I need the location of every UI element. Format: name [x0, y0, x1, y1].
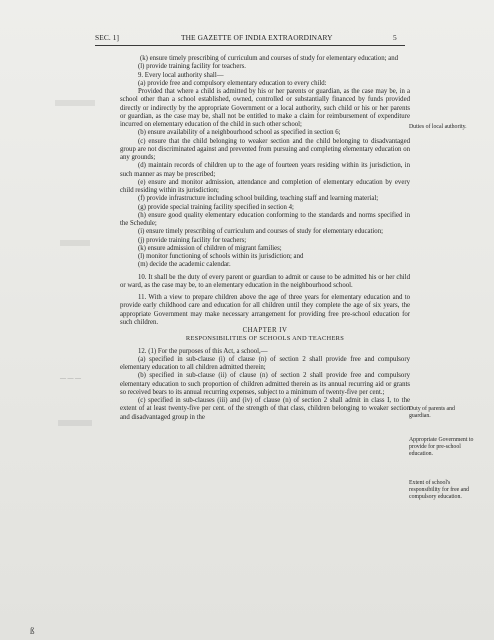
clause-9k: (k) ensure admission of children of migrant families; — [138, 244, 282, 252]
clause-9d: (d) maintain records of children up to the age of fourteen years residing within its jurisdiction, in such manner as may be prescribed; — [120, 162, 410, 178]
show-through-mark — [60, 240, 90, 246]
clause-12b: (b) specified in sub-clause (ii) of clause (n) of section 2 shall provide free and compulsory elementary education to such proportion of children admitted therein as its annual recurring aid or grants so received bears to its annual recurring expenses, subject to a minimum of twenty-five per cent.; — [120, 372, 410, 396]
show-through-mark — [55, 100, 95, 106]
section-11: 11. With a view to prepare children above the age of three years for elementary education and to provide early childhood care and education for all children until they complete the age of six years, the appropriate Government may make necessary arrangement for providing free pre-school education for such children. — [120, 294, 410, 326]
clause-9m: (m) decide the academic calendar. — [138, 261, 231, 269]
clause-9e: (e) ensure and monitor admission, attendance and completion of elementary education by every child residing within its jurisdiction; — [120, 178, 410, 194]
proviso-9a: Provided that where a child is admitted by his or her parents or guardian, as the case may be, in a school other than a school established, owned, controlled or substantially financed by funds provided directly or indirectly by the appropriate Government or a local authority, such child or his or her parents or guardian, as the case may be, shall not be entitled to make a claim for reimbursement of expenditure incurred on elementary education of the child in such other school; — [120, 88, 410, 128]
clause-9g: (g) provide special training facility specified in section 4; — [138, 203, 294, 211]
clause-9i: (i) ensure timely prescribing of curriculum and courses of study for elementary education; — [138, 228, 383, 236]
clause-9b: (b) ensure availability of a neighbourhood school as specified in section 6; — [138, 129, 341, 137]
side-note-parents: Duty of parents and guardian. — [409, 406, 455, 419]
clause-9a: (a) provide free and compulsory elementary education to every child: — [138, 79, 327, 87]
header-section: SEC. 1] — [95, 33, 120, 42]
side-note-school-responsibility: Extent of school's responsibility for free and compulsory education. — [409, 480, 470, 500]
clause-k: (k) ensure timely prescribing of curriculum and courses of study for elementary education; and — [140, 55, 399, 62]
clause-9j: (j) provide training facility for teachers; — [138, 236, 247, 244]
page-number: 5 — [393, 33, 397, 42]
side-note-local-authority: Duties of local authority. — [409, 124, 467, 130]
document-body — [120, 55, 410, 422]
clause-l: (l) provide training facility for teachers. — [138, 63, 246, 71]
section-9-heading: 9. Every local authority shall— — [138, 71, 224, 79]
clause-9h: (h) ensure good quality elementary education conforming to the standards and norms specified in the Schedule; — [120, 211, 410, 227]
clause-9c: (c) ensure that the child belonging to weaker section and the child belonging to disadvantaged group are not discriminated against and prevented from pursuing and completing elementary education on any grounds; — [120, 137, 410, 161]
clause-9f: (f) provide infrastructure including school building, teaching staff and learning material; — [138, 195, 379, 203]
side-note-preschool: Appropriate Government to provide for pre-school education. — [409, 437, 474, 457]
clause-9l: (l) monitor functioning of schools within its jurisdiction; and — [138, 253, 304, 260]
section-10: 10. It shall be the duty of every parent or guardian to admit or cause to be admitted his or her child or ward, as the case may be, to an elementary education in the neighbourhood school. — [120, 273, 410, 289]
section-12-heading: 12. (1) For the purposes of this Act, a school,— — [138, 347, 268, 355]
page-corner-mark: ß — [30, 626, 35, 636]
show-through-mark — [58, 420, 92, 426]
chapter-heading: CHAPTER IV — [242, 327, 288, 334]
margin-dashes: — — — — [60, 376, 81, 382]
header-title: THE GAZETTE OF INDIA EXTRAORDINARY — [181, 33, 333, 42]
header-rule — [95, 45, 405, 46]
chapter-title: RESPONSIBILITIES OF SCHOOLS AND TEACHERS — [185, 335, 345, 343]
clause-12c: (c) specified in sub-clauses (iii) and (iv) of clause (n) of section 2 shall admit in class I, to the extent of at least twenty-five per cent. of the strength of that class, children belonging to weaker section and disadvantaged group in the — [120, 397, 410, 421]
clause-12a: (a) specified in sub-clause (i) of clause (n) of section 2 shall provide free and compulsory elementary education to all children admitted therein; — [120, 355, 410, 371]
